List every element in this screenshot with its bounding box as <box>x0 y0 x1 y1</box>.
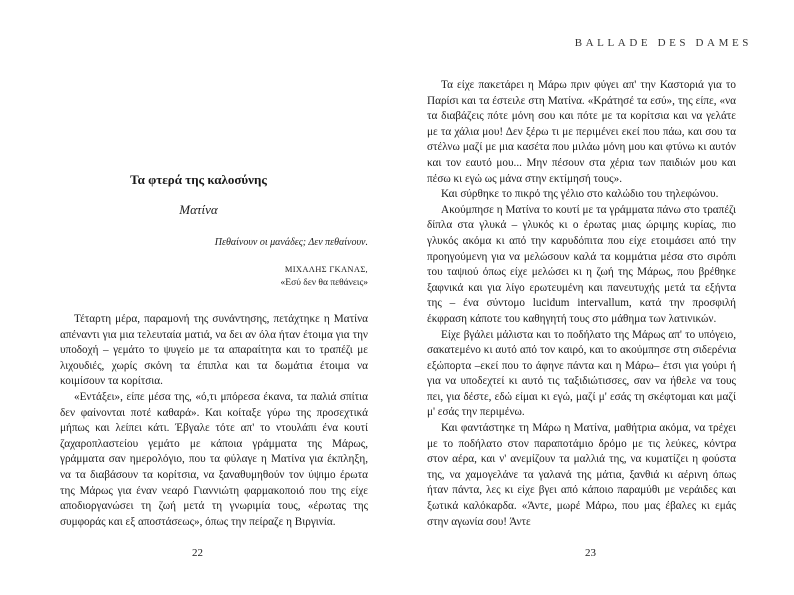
page-number: 23 <box>585 547 596 559</box>
left-body-text <box>60 312 368 530</box>
page-number: 22 <box>192 547 203 559</box>
paragraph: Είχε βγάλει μάλιστα και το ποδήλατο της Μάρως απ' το υπόγειο, σακατεμένο κι αυτό από τον καιρό, και το ακούμπησε στη σιδερένια εξώπορτα –εκεί που το άφηνε πάντα και η Μάρω– έτσι για γούρι ή για να υποδεχτεί κι αυτό τις ταξιδιώτισσες, σαν να ήθελε να τους πει, για δέστε, εδώ είμαι κι εγώ, μαζί μ' εσάς τη σκέφτομαι και μαζί μ' εσάς την περιμένω. <box>427 328 736 419</box>
epigraph-quote: Πεθαίνουν οι μανάδες; Δεν πεθαίνουν. <box>214 237 368 248</box>
right-page <box>397 0 794 595</box>
chapter-subtitle: Ματίνα <box>179 202 218 217</box>
epigraph-work: «Εσύ δεν θα πεθάνεις» <box>280 278 368 288</box>
chapter-title: Τα φτερά της καλοσύνης <box>130 172 267 187</box>
paragraph: «Εντάξει», είπε μέσα της, «ό,τι μπόρεσα έκανα, τα παλιά σπίτια δεν φαίνονται ποτέ καθαρά». Και κοίταξε γύρω της προσεχτικά μήπως και λείπει κάτι. Έβγαλε τότε απ' το ντουλάπι ένα κουτί ζαχαροπλαστείου γεμάτο με κάποια γράμματα της Μάρως, γράμματα σαν ημερολόγιο, που τα φύλαγε η Ματίνα για έκπληξη, να τα διαβάσουν τα κορίτσια, να ξαναθυμηθούν τον ύψιμο έρωτα της Μάρως για έναν νεαρό Γιαννιώτη φαρμακοποιό που της είχε αποδιοργανώσει τη ζωή μετά τη γνωριμία τους, «έρωτας της συμφοράς και εξ αποστάσεως», όπως την πείραζε η Βιργινία. <box>60 390 368 528</box>
paragraph: Τέταρτη μέρα, παραμονή της συνάντησης, πετάχτηκε η Ματίνα απέναντι για μια τελευταία ματιά, να δει αν όλα ήταν έτοιμα για την υποδοχή – γεμάτο το ψυγείο με τα απαραίτητα και το τραπέζι με λιχουδιές, χωρίς σκόνη τα έπιπλα και τα δωμάτια έτοιμα να κοιμίσουν τα κορίτσια. <box>60 313 368 388</box>
paragraph: Και φαντάστηκε τη Μάρω η Ματίνα, μαθήτρια ακόμα, να τρέχει με το ποδήλατο στον παραποτάμιο δρόμο με τις λεύκες, κόντρα στον αέρα, και ν' ανεμίζουν τα μαλλιά της, να κυματίζει η φούστα της, να χαμογελάνε τα γαλανά της μάτια, ξανθιά κι αέρινη όπως ήταν πάντα, λες κι είχε βγει από κάποιο παραμύθι με νεράιδες και ξωτικά καλόκαρδα. «Άντε, μωρέ Μάρω, που μας έβαλες κι εμάς στην αγωνία σου! Άντε <box>427 422 736 528</box>
epigraph-author: ΜΙΧΑΛΗΣ ΓΚΑΝΑΣ, <box>284 264 368 274</box>
paragraph: Και σύρθηκε το πικρό της γέλιο στο καλώδιο του τηλεφώνου. <box>441 188 719 201</box>
paragraph: Ακούμπησε η Ματίνα το κουτί με τα γράμματα πάνω στο τραπέζι δίπλα στα γλυκά – γλυκός κι ο έρωτας μιας ώριμης κυρίας, πιο γλυκός ακόμα κι από την καρυδόπιτα που είχε ετοιμάσει από την προηγούμενη για να μελώσουν καλά τα κομμάτια μέσα στο σιρόπι του ταψιού όπως είχε μελώσει κι η ζωή της Μάρως, που βρέθηκε ξαφνικά και για λίγο ερωτευμένη και πανευτυχής μετά τα εξήντα της – ένα σύντομο lucidum intervallum, κατά την προσφιλή έκφραση κάποτε του καθηγητή τους στο μάθημα των λατινικών. <box>427 203 736 325</box>
right-body-text <box>427 78 736 530</box>
running-head: BALLADE DES DAMES <box>574 37 752 49</box>
paragraph: Τα είχε πακετάρει η Μάρω πριν φύγει απ' την Καστοριά για το Παρίσι και τα έστειλε στη Ματίνα. «Κράτησέ τα εσύ», της είπε, «να τα διαβάζεις πότε μόνη σου και πότε με τα κορίτσια και να γελάτε με τα χάλια μου! Δεν ξέρω τι με περιμένει εκεί που πάω, και σου τα στέλνω μαζί με μια κασέτα που μιλάω μόνη μου και φτύνω κι αυτόν και τον εαυτό μου... Μην πέσουν στα χέρια των παιδιών μου και πέσω κι εγώ ως μάνα στην εκτίμησή τους». <box>427 79 736 185</box>
